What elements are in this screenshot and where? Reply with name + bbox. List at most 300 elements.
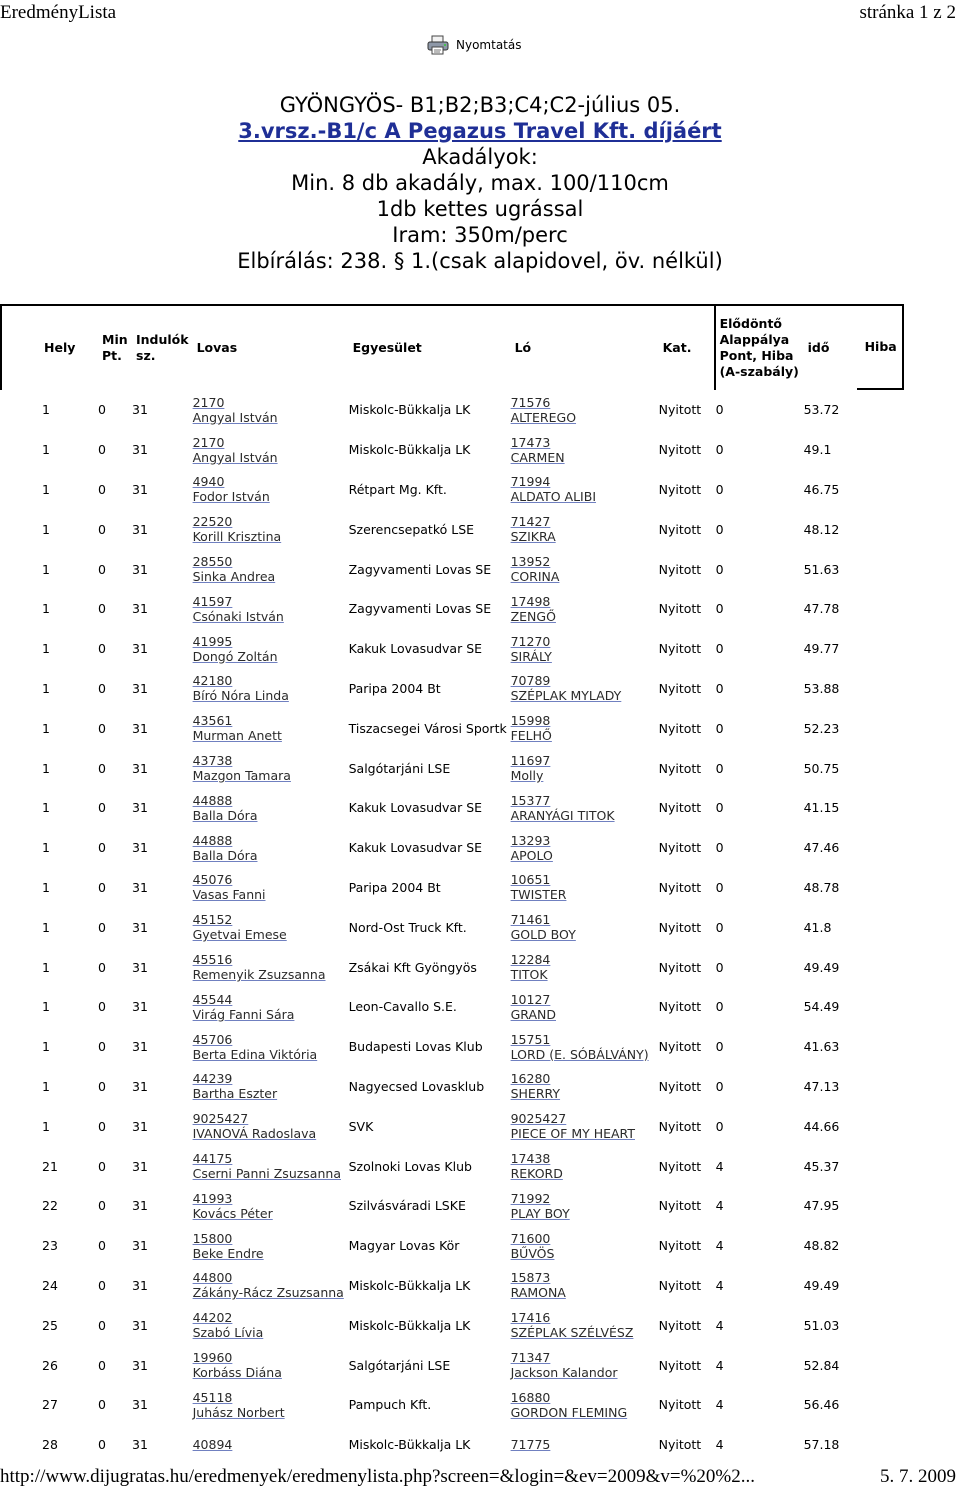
horse-cell[interactable] [511, 748, 659, 788]
rider-id[interactable]: 28550 [192, 554, 233, 570]
horse-link[interactable] [511, 395, 659, 425]
rider-name[interactable]: Balla Dóra [192, 847, 258, 863]
indulok-cell [132, 1106, 193, 1146]
ido-value: 52.23 [803, 720, 840, 736]
page-number: stránka 1 z 2 [859, 2, 956, 23]
horse-link[interactable] [511, 594, 659, 624]
horse-name[interactable]: APOLO [510, 847, 553, 863]
hely-cell [0, 509, 98, 549]
pont-value: 0 [715, 641, 724, 657]
rider-id[interactable]: 45118 [192, 1389, 233, 1405]
horse-link[interactable] [511, 753, 659, 783]
horse-cell[interactable] [511, 390, 659, 430]
rider-cell[interactable] [193, 629, 349, 669]
horse-link[interactable] [511, 1032, 659, 1062]
hely-value: 26 [42, 1357, 58, 1373]
horse-id[interactable]: 16280 [510, 1071, 551, 1087]
rider-cell[interactable] [193, 828, 349, 868]
horse-name[interactable]: GORDON FLEMING [510, 1404, 628, 1420]
pont-cell [716, 987, 804, 1027]
horse-name[interactable]: SZIKRA [510, 529, 556, 545]
rider-name[interactable]: Murman Anett [192, 728, 282, 744]
horse-name[interactable]: CORINA [510, 569, 560, 585]
rider-id[interactable]: 40894 [192, 1437, 233, 1453]
rider-link[interactable] [193, 1270, 349, 1300]
indulok-value: 31 [132, 1238, 148, 1254]
rider-id[interactable]: 44202 [192, 1310, 233, 1326]
kat-cell [659, 828, 716, 868]
kat-value: Nyitott [658, 641, 702, 657]
horse-link[interactable] [511, 952, 659, 982]
horse-id[interactable]: 9025427 [510, 1111, 567, 1127]
rider-id[interactable]: 44175 [192, 1151, 233, 1167]
title-link[interactable]: 3.vrsz.-B1/c A Pegazus Travel Kft. díjáért [238, 119, 722, 143]
rider-id[interactable]: 41597 [192, 593, 233, 609]
min-pt-cell [98, 868, 132, 908]
ido-value: 49.49 [803, 959, 840, 975]
rider-link[interactable] [193, 753, 349, 783]
horse-cell[interactable] [511, 1425, 659, 1465]
horse-name[interactable]: GOLD BOY [510, 927, 576, 943]
rider-cell[interactable] [193, 987, 349, 1027]
indulok-cell [132, 987, 193, 1027]
rider-cell[interactable] [193, 1027, 349, 1067]
indulok-cell [132, 430, 193, 470]
horse-cell[interactable] [511, 947, 659, 987]
horse-id[interactable]: 71270 [510, 633, 551, 649]
club-cell [349, 1226, 511, 1266]
rider-cell[interactable] [193, 1067, 349, 1107]
rider-link[interactable] [193, 1390, 349, 1420]
horse-link[interactable] [511, 912, 659, 942]
rider-id[interactable]: 42180 [192, 673, 233, 689]
club-cell [349, 470, 511, 510]
horse-name[interactable]: REKORD [510, 1166, 563, 1182]
indulok-value: 31 [132, 959, 148, 975]
horse-id[interactable]: 15873 [510, 1270, 551, 1286]
horse-name[interactable]: PLAY BOY [510, 1205, 570, 1221]
table-row [0, 1385, 904, 1425]
horse-name[interactable]: Jackson Kalandor [510, 1365, 618, 1381]
rider-link[interactable] [193, 1191, 349, 1221]
rider-name[interactable]: Mazgon Tamara [192, 768, 291, 784]
horse-link[interactable] [511, 1111, 659, 1141]
horse-id[interactable]: 13952 [510, 554, 551, 570]
pont-cell [716, 509, 804, 549]
rider-id[interactable]: 41995 [192, 633, 233, 649]
indulok-cell [132, 1186, 193, 1226]
rider-cell[interactable] [193, 868, 349, 908]
horse-link[interactable] [511, 1151, 659, 1181]
rider-link[interactable] [193, 833, 349, 863]
rider-link[interactable] [193, 713, 349, 743]
rider-cell[interactable] [193, 907, 349, 947]
horse-cell[interactable] [511, 1067, 659, 1107]
horse-id[interactable]: 70789 [510, 673, 551, 689]
rider-link[interactable] [193, 1350, 349, 1380]
kat-value: Nyitott [658, 442, 702, 458]
horse-cell[interactable] [511, 1305, 659, 1345]
rider-name[interactable]: Bartha Eszter [192, 1086, 278, 1102]
horse-name[interactable]: SIRÁLY [510, 648, 552, 664]
horse-link[interactable] [511, 554, 659, 584]
rider-name[interactable]: Virág Fanni Sára [192, 1006, 295, 1022]
horse-id[interactable]: 71994 [510, 474, 551, 490]
horse-link[interactable] [511, 793, 659, 823]
rider-cell[interactable] [193, 509, 349, 549]
ido-value: 57.18 [803, 1437, 840, 1453]
horse-cell[interactable] [511, 430, 659, 470]
rider-link[interactable] [193, 673, 349, 703]
rider-name[interactable]: Remenyik Zsuzsanna [192, 967, 326, 983]
horse-id[interactable]: 17473 [510, 434, 551, 450]
horse-id[interactable]: 71600 [510, 1230, 551, 1246]
rider-name[interactable]: Korbáss Diána [192, 1365, 282, 1381]
horse-link[interactable] [511, 833, 659, 863]
horse-name[interactable]: ALTEREGO [510, 409, 577, 425]
rider-cell[interactable] [193, 1305, 349, 1345]
horse-cell[interactable] [511, 868, 659, 908]
horse-id[interactable]: 10127 [510, 991, 551, 1007]
horse-name[interactable]: BŰVÖS [510, 1245, 555, 1261]
pont-value: 0 [715, 680, 724, 696]
rider-name[interactable]: Bíró Nóra Linda [192, 688, 289, 704]
rider-link[interactable] [193, 1151, 349, 1181]
rider-link[interactable] [193, 435, 349, 465]
rider-cell[interactable] [193, 1425, 349, 1465]
min-pt-value: 0 [98, 1277, 106, 1293]
horse-name[interactable]: LORD (E. SÓBÁLVÁNY) [510, 1046, 649, 1062]
rider-cell[interactable] [193, 947, 349, 987]
club-cell [349, 708, 511, 748]
kat-cell [659, 1146, 716, 1186]
pont-value: 0 [715, 919, 724, 935]
rider-link[interactable] [193, 1437, 349, 1452]
horse-name[interactable]: SZÉPLAK SZÉLVÉSZ [510, 1325, 634, 1341]
horse-cell[interactable] [511, 907, 659, 947]
pont-cell [716, 1305, 804, 1345]
horse-link[interactable] [511, 514, 659, 544]
hely-value: 1 [42, 481, 50, 497]
rider-link[interactable] [193, 1071, 349, 1101]
horse-link[interactable] [511, 713, 659, 743]
rider-link[interactable] [193, 514, 349, 544]
horse-name[interactable]: CARMEN [510, 449, 565, 465]
table-row [0, 907, 904, 947]
rider-name[interactable]: Korill Krisztina [192, 529, 282, 545]
club-cell [349, 1345, 511, 1385]
kat-value: Nyitott [658, 800, 702, 816]
rider-cell[interactable] [193, 390, 349, 430]
min-pt-cell [98, 390, 132, 430]
horse-cell[interactable] [511, 1186, 659, 1226]
horse-link[interactable] [511, 1270, 659, 1300]
rider-link[interactable] [193, 594, 349, 624]
ido-value: 45.37 [803, 1158, 840, 1174]
rider-id[interactable]: 43738 [192, 753, 233, 769]
horse-name[interactable]: TITOK [510, 967, 548, 983]
horse-cell[interactable] [511, 987, 659, 1027]
horse-id[interactable]: 12284 [510, 952, 551, 968]
min-pt-value: 0 [98, 720, 106, 736]
rider-name[interactable]: Zákány-Rácz Zsuzsanna [192, 1285, 344, 1301]
horse-name[interactable]: SHERRY [510, 1086, 561, 1102]
horse-cell[interactable] [511, 1266, 659, 1306]
horse-link[interactable] [511, 1390, 659, 1420]
rider-link[interactable] [193, 912, 349, 942]
club-cell [349, 629, 511, 669]
rider-link[interactable] [193, 1310, 349, 1340]
horse-cell[interactable] [511, 1385, 659, 1425]
rider-cell[interactable] [193, 1106, 349, 1146]
club-name: Kakuk Lovasudvar SE [348, 840, 483, 856]
horse-cell[interactable] [511, 1027, 659, 1067]
rider-id[interactable]: 41993 [192, 1190, 233, 1206]
rider-name[interactable]: Beke Endre [192, 1245, 264, 1261]
horse-cell[interactable] [511, 629, 659, 669]
rider-cell[interactable] [193, 788, 349, 828]
horse-link[interactable] [511, 1191, 659, 1221]
horse-name[interactable]: ZENGŐ [510, 608, 556, 624]
horse-id[interactable]: 15751 [510, 1031, 551, 1047]
rider-name[interactable]: IVANOVÁ Radoslava [192, 1126, 317, 1142]
horse-id[interactable]: 71347 [510, 1350, 551, 1366]
rider-link[interactable] [193, 793, 349, 823]
pont-cell [716, 1027, 804, 1067]
horse-cell[interactable] [511, 549, 659, 589]
horse-id[interactable]: 71775 [510, 1437, 551, 1453]
horse-id[interactable]: 10651 [510, 872, 551, 888]
min-pt-cell [98, 748, 132, 788]
club-name: Miskolc-Bükkalja LK [348, 442, 471, 458]
rider-cell[interactable] [193, 669, 349, 709]
rider-cell[interactable] [193, 1146, 349, 1186]
rider-link[interactable] [193, 395, 349, 425]
rider-name[interactable]: Fodor István [192, 489, 270, 505]
min-pt-cell [98, 589, 132, 629]
rider-name[interactable]: Cserni Panni Zsuzsanna [192, 1166, 341, 1182]
ido-cell [804, 629, 857, 669]
rider-id[interactable]: 15800 [192, 1230, 233, 1246]
rider-id[interactable]: 45076 [192, 872, 233, 888]
rider-cell[interactable] [193, 708, 349, 748]
horse-id[interactable]: 17498 [510, 593, 551, 609]
rider-id[interactable]: 45516 [192, 952, 233, 968]
rider-name[interactable]: Sinka Andrea [192, 569, 276, 585]
horse-cell[interactable] [511, 1106, 659, 1146]
rider-link[interactable] [193, 1111, 349, 1141]
horse-link[interactable] [511, 634, 659, 664]
pont-cell [716, 708, 804, 748]
kat-cell [659, 1186, 716, 1226]
horse-cell[interactable] [511, 1146, 659, 1186]
ido-cell [804, 430, 857, 470]
rider-id[interactable]: 44888 [192, 832, 233, 848]
table-row [0, 430, 904, 470]
indulok-value: 31 [132, 1039, 148, 1055]
horse-id[interactable]: 13293 [510, 832, 551, 848]
hely-value: 27 [42, 1397, 58, 1413]
kat-cell [659, 788, 716, 828]
rider-cell[interactable] [193, 549, 349, 589]
rider-id[interactable]: 4940 [192, 474, 225, 490]
rider-id[interactable]: 44800 [192, 1270, 233, 1286]
kat-cell [659, 1226, 716, 1266]
horse-link[interactable] [511, 435, 659, 465]
rider-name[interactable]: Berta Edina Viktória [192, 1046, 318, 1062]
horse-id[interactable]: 71992 [510, 1190, 551, 1206]
horse-id[interactable]: 71576 [510, 394, 551, 410]
horse-name[interactable]: PIECE OF MY HEART [510, 1126, 635, 1142]
horse-id[interactable]: 15377 [510, 792, 551, 808]
horse-name[interactable]: GRAND [510, 1006, 556, 1022]
horse-link[interactable] [511, 474, 659, 504]
rider-link[interactable] [193, 1231, 349, 1261]
min-pt-cell [98, 629, 132, 669]
rider-link[interactable] [193, 1032, 349, 1062]
ido-value: 50.75 [803, 760, 840, 776]
min-pt-value: 0 [98, 760, 106, 776]
pont-cell [716, 549, 804, 589]
horse-id[interactable]: 11697 [510, 753, 551, 769]
horse-name[interactable]: SZÉPLAK MYLADY [510, 688, 622, 704]
rider-cell[interactable] [193, 1345, 349, 1385]
rider-cell[interactable] [193, 1385, 349, 1425]
hiba-cell [857, 828, 904, 868]
rider-link[interactable] [193, 554, 349, 584]
indulok-value: 31 [132, 402, 148, 418]
indulok-value: 31 [132, 800, 148, 816]
horse-link[interactable] [511, 1350, 659, 1380]
horse-name[interactable]: ARANYÁGI TITOK [510, 807, 615, 823]
horse-id[interactable]: 71461 [510, 912, 551, 928]
ido-cell [804, 1146, 857, 1186]
rider-name[interactable]: Balla Dóra [192, 807, 258, 823]
horse-id[interactable]: 17438 [510, 1151, 551, 1167]
rider-name[interactable]: Dongó Zoltán [192, 648, 278, 664]
rider-id[interactable]: 43561 [192, 713, 233, 729]
ido-value: 41.63 [803, 1039, 840, 1055]
rider-id[interactable]: 45152 [192, 912, 233, 928]
hiba-cell [857, 748, 904, 788]
hiba-cell [857, 629, 904, 669]
rider-cell[interactable] [193, 430, 349, 470]
title-line-2[interactable] [0, 118, 960, 144]
horse-cell[interactable] [511, 788, 659, 828]
rider-id[interactable]: 45706 [192, 1031, 233, 1047]
indulok-cell [132, 1146, 193, 1186]
rider-id[interactable]: 2170 [192, 394, 225, 410]
ido-cell [804, 470, 857, 510]
ido-cell [804, 987, 857, 1027]
horse-cell[interactable] [511, 1345, 659, 1385]
horse-id[interactable]: 15998 [510, 713, 551, 729]
club-name: Rétpart Mg. Kft. [348, 481, 447, 497]
pont-cell [716, 868, 804, 908]
ido-cell [804, 390, 857, 430]
footer-url: http://www.dijugratas.hu/eredmenyek/eredmenylista.php?screen=&login=&ev=2009&v=%20%2... [0, 1466, 756, 1487]
rider-link[interactable] [193, 474, 349, 504]
pont-cell [716, 828, 804, 868]
rider-name[interactable]: Juhász Norbert [192, 1404, 285, 1420]
min-pt-cell [98, 987, 132, 1027]
horse-link[interactable] [511, 1310, 659, 1340]
rider-cell[interactable] [193, 589, 349, 629]
rider-name[interactable]: Kovács Péter [192, 1205, 273, 1221]
rider-link[interactable] [193, 634, 349, 664]
horse-name[interactable]: TWISTER [510, 887, 567, 903]
club-name: Szolnoki Lovas Klub [348, 1158, 472, 1174]
rider-name[interactable]: Angyal István [192, 449, 278, 465]
rider-name[interactable]: Angyal István [192, 409, 278, 425]
rider-cell[interactable] [193, 1266, 349, 1306]
horse-id[interactable]: 16880 [510, 1389, 551, 1405]
horse-link[interactable] [511, 992, 659, 1022]
hely-value: 1 [42, 879, 50, 895]
pont-cell [716, 1385, 804, 1425]
rider-id[interactable]: 9025427 [192, 1111, 249, 1127]
table-row [0, 1027, 904, 1067]
rider-name[interactable]: Csónaki István [192, 608, 284, 624]
rider-id[interactable]: 19960 [192, 1350, 233, 1366]
club-name: Zagyvamenti Lovas SE [348, 601, 492, 617]
rider-cell[interactable] [193, 470, 349, 510]
horse-cell[interactable] [511, 828, 659, 868]
horse-id[interactable]: 71427 [510, 514, 551, 530]
horse-name[interactable]: RAMONA [510, 1285, 566, 1301]
horse-link[interactable] [511, 1231, 659, 1261]
rider-link[interactable] [193, 952, 349, 982]
min-pt-value: 0 [98, 521, 106, 537]
rider-cell[interactable] [193, 1226, 349, 1266]
horse-cell[interactable] [511, 1226, 659, 1266]
rider-name[interactable]: Gyetvai Emese [192, 927, 287, 943]
horse-name[interactable]: Molly [510, 768, 544, 784]
rider-id[interactable]: 2170 [192, 434, 225, 450]
pont-value: 0 [715, 1118, 724, 1134]
rider-id[interactable]: 45544 [192, 991, 233, 1007]
rider-id[interactable]: 44239 [192, 1071, 233, 1087]
horse-id[interactable]: 17416 [510, 1310, 551, 1326]
horse-cell[interactable] [511, 589, 659, 629]
horse-link[interactable] [511, 872, 659, 902]
horse-cell[interactable] [511, 669, 659, 709]
horse-link[interactable] [511, 1071, 659, 1101]
rider-id[interactable]: 44888 [192, 792, 233, 808]
horse-name[interactable]: ALDATO ALIBI [510, 489, 597, 505]
horse-link[interactable] [511, 1437, 659, 1452]
min-pt-cell [98, 907, 132, 947]
horse-cell[interactable] [511, 708, 659, 748]
rider-link[interactable] [193, 872, 349, 902]
hely-cell [0, 788, 98, 828]
rider-name[interactable]: Vasas Fanni [192, 887, 266, 903]
hiba-cell [857, 1305, 904, 1345]
rider-cell[interactable] [193, 748, 349, 788]
horse-link[interactable] [511, 673, 659, 703]
rider-id[interactable]: 22520 [192, 514, 233, 530]
table-row [0, 788, 904, 828]
indulok-value: 31 [132, 601, 148, 617]
rider-link[interactable] [193, 992, 349, 1022]
print-button[interactable] [426, 35, 521, 55]
min-pt-cell [98, 1425, 132, 1465]
horse-cell[interactable] [511, 509, 659, 549]
rider-cell[interactable] [193, 1186, 349, 1226]
horse-cell[interactable] [511, 470, 659, 510]
rider-name[interactable]: Szabó Lívia [192, 1325, 264, 1341]
horse-name[interactable]: FELHŐ [510, 728, 552, 744]
